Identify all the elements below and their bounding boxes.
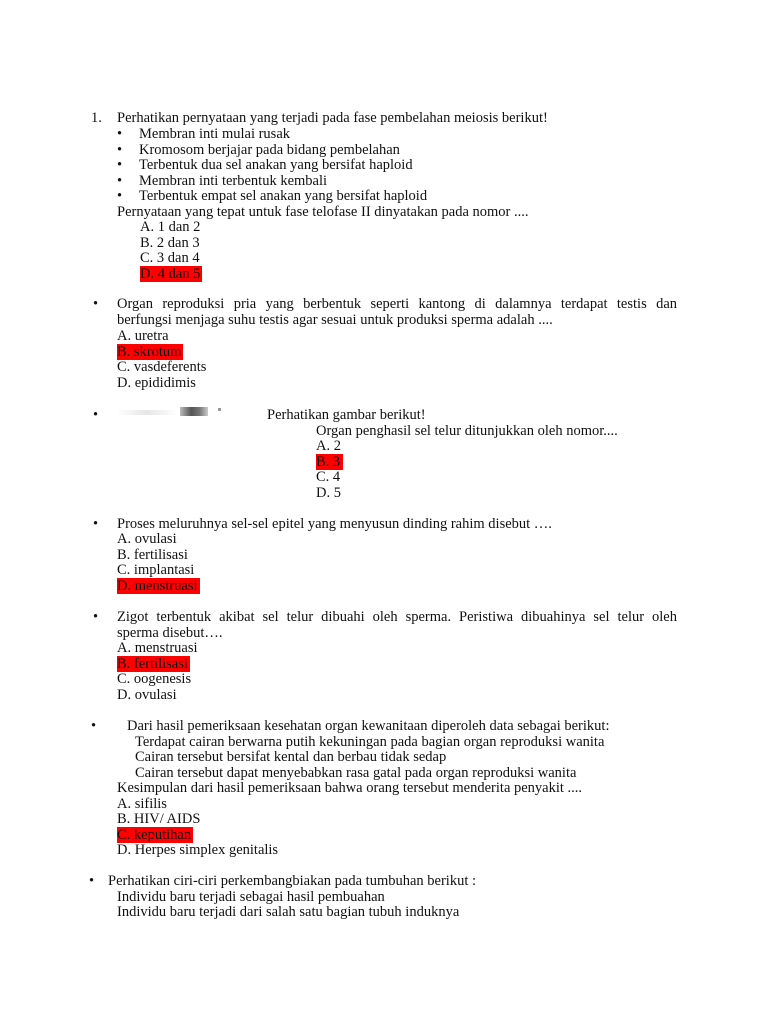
question-bullet: • (93, 296, 99, 312)
statement-bullet: • (117, 142, 123, 158)
data-item: Cairan tersebut dapat menyebabkan rasa gatal pada organ reproduksi wanita (135, 765, 577, 781)
option-d: D. epididimis (117, 375, 196, 391)
option-c: C. implantasi (117, 562, 195, 578)
option-d-answer: D. menstruasi (117, 578, 198, 594)
option-d: D. 5 (316, 485, 341, 501)
question-1-number: 1. (91, 110, 102, 126)
question-bullet: • (91, 718, 97, 734)
question-1-prompt: Pernyataan yang tepat untuk fase telofase II dinyatakan pada nomor .... (117, 204, 529, 220)
question-7-stem: Perhatikan ciri-ciri perkembangbiakan pada tumbuhan berikut : (108, 873, 477, 889)
statement-item: Terbentuk dua sel anakan yang bersifat haploid (139, 157, 413, 173)
question-bullet: • (93, 516, 99, 532)
characteristic-item: Individu baru terjadi dari salah satu bagian tubuh induknya (117, 904, 460, 920)
option-a: A. 1 dan 2 (140, 219, 201, 235)
option-b: B. 2 dan 3 (140, 235, 200, 251)
option-c: C. 4 (316, 469, 341, 485)
option-c: C. 3 dan 4 (140, 250, 200, 266)
option-d: D. ovulasi (117, 687, 177, 703)
statement-item: Terbentuk empat sel anakan yang bersifat haploid (139, 188, 428, 204)
characteristic-item: Individu baru terjadi sebagai hasil pembuahan (117, 889, 385, 905)
option-d-answer: D. 4 dan 5 (140, 266, 201, 282)
option-c: C. oogenesis (117, 671, 192, 687)
question-5-stem-line1: Zigot terbentuk akibat sel telur dibuahi oleh sperma. Peristiwa dibuahinya sel telur oleh (117, 609, 677, 625)
option-a: A. 2 (316, 438, 341, 454)
question-5-stem-line2: sperma disebut…. (117, 625, 223, 641)
option-b: B. fertilisasi (117, 547, 188, 563)
statement-item: Membran inti mulai rusak (139, 126, 291, 142)
question-bullet: • (93, 609, 99, 625)
question-bullet: • (89, 873, 95, 889)
blurred-image-thumbnail (117, 407, 257, 417)
question-2-stem-line2: berfungsi menjaga suhu testis agar sesuai untuk produksi sperma adalah .... (117, 312, 553, 328)
option-c-answer: C. keputihan (117, 827, 192, 843)
question-4-stem: Proses meluruhnya sel-sel epitel yang menyusun dinding rahim disebut …. (117, 516, 552, 532)
data-item: Terdapat cairan berwarna putih kekuningan pada bagian organ reproduksi wanita (135, 734, 605, 750)
question-2-stem-line1: Organ reproduksi pria yang berbentuk seperti kantong di dalamnya terdapat testis dan (117, 296, 677, 312)
statement-item: Membran inti terbentuk kembali (139, 173, 328, 189)
question-6-stem: Dari hasil pemeriksaan kesehatan organ kewanitaan diperoleh data sebagai berikut: (127, 718, 610, 734)
option-b-answer: B. skrotum (117, 344, 182, 360)
option-b: B. HIV/ AIDS (117, 811, 201, 827)
question-bullet: • (93, 407, 99, 423)
option-b-answer: B. 3 (316, 454, 343, 470)
statement-bullet: • (117, 173, 123, 189)
data-item: Cairan tersebut bersifat kental dan berbau tidak sedap (135, 749, 447, 765)
option-c: C. vasdeferents (117, 359, 207, 375)
option-b-answer: B. fertilisasi (117, 656, 188, 672)
statement-bullet: • (117, 188, 123, 204)
statement-bullet: • (117, 126, 123, 142)
option-a: A. ovulasi (117, 531, 177, 547)
option-a: A. sifilis (117, 796, 167, 812)
question-1-stem: Perhatikan pernyataan yang terjadi pada fase pembelahan meiosis berikut! (117, 110, 548, 126)
statement-bullet: • (117, 157, 123, 173)
statement-item: Kromosom berjajar pada bidang pembelahan (139, 142, 400, 158)
option-a: A. menstruasi (117, 640, 198, 656)
question-3-prompt: Organ penghasil sel telur ditunjukkan oleh nomor.... (316, 423, 618, 439)
option-a: A. uretra (117, 328, 169, 344)
option-d: D. Herpes simplex genitalis (117, 842, 279, 858)
question-6-prompt: Kesimpulan dari hasil pemeriksaan bahwa orang tersebut menderita penyakit .... (117, 780, 583, 796)
question-3-stem: Perhatikan gambar berikut! (267, 407, 426, 423)
